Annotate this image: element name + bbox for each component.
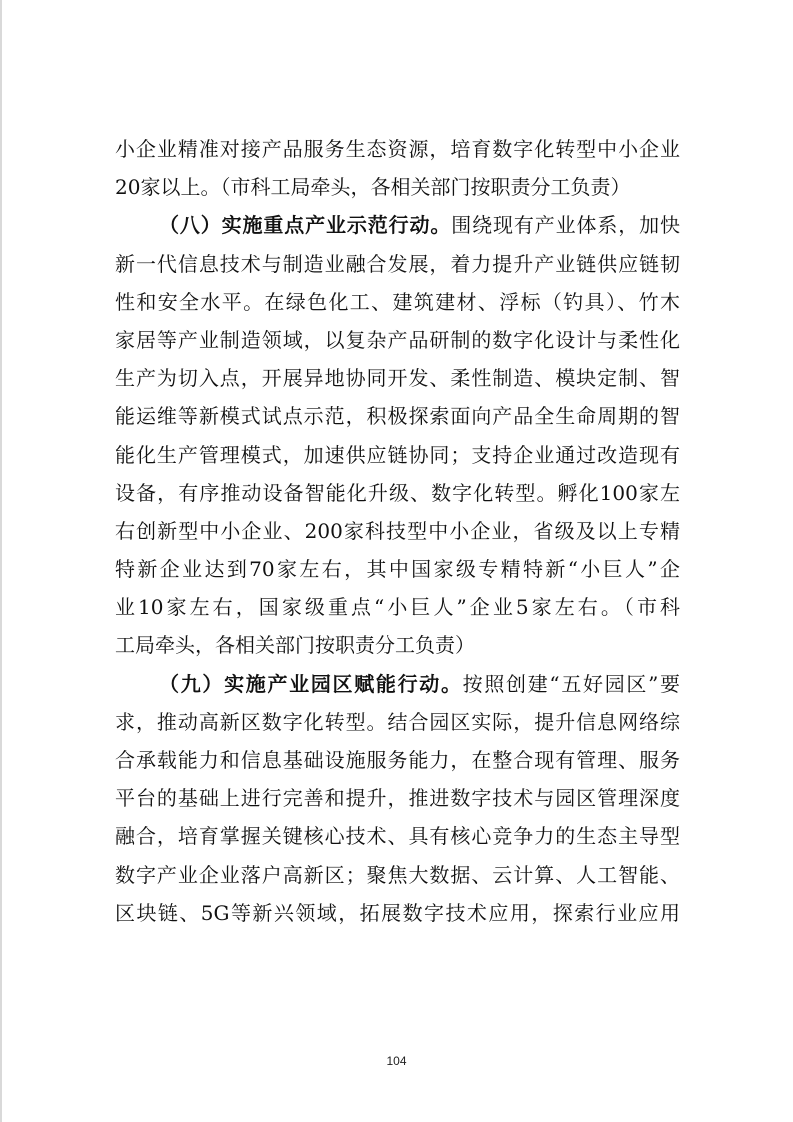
heading-line-text: 按照创建“五好园区”要 [462, 671, 680, 696]
text-line: 业10家左右，国家级重点“小巨人”企业5家左右。（市科 [115, 595, 680, 620]
text-line: 20家以上。（市科工局牵头，各相关部门按职责分工负责） [115, 175, 631, 200]
text-line: 性和安全水平。在绿色化工、建筑建材、浮标（钓具）、竹木 [115, 289, 680, 314]
text-line: 特新企业达到70家左右，其中国家级专精特新“小巨人”企 [115, 557, 680, 582]
text-line: 融合，培育掌握关键核心技术、具有核心竞争力的生态主导型 [115, 824, 680, 849]
text-line: 区块链、5G等新兴领域，拓展数字技术应用，探索行业应用 [115, 900, 680, 925]
text-line: 家居等产业制造领域，以复杂产品研制的数字化设计与柔性化 [115, 327, 680, 352]
section-heading-9: （九）实施产业园区赋能行动。 [159, 671, 463, 696]
document-body [115, 130, 680, 932]
text-line: 右创新型中小企业、200家科技型中小企业，省级及以上专精 [115, 518, 680, 543]
text-line: 工局牵头，各相关部门按职责分工负责） [115, 633, 475, 658]
page-number: 104 [386, 1054, 407, 1068]
text-line: 数字产业企业落户高新区；聚焦大数据、云计算、人工智能、 [115, 862, 680, 887]
text-line: 能运维等新模式试点示范，积极探索面向产品全生命周期的智 [115, 404, 680, 429]
text-line: 求，推动高新区数字化转型。结合园区实际，提升信息网络综 [115, 709, 680, 734]
text-line: 小企业精准对接产品服务生态资源，培育数字化转型中小企业 [115, 137, 680, 161]
text-line: 新一代信息技术与制造业融合发展，着力提升产业链供应链韧 [115, 251, 680, 276]
text-line: 合承载能力和信息基础设施服务能力，在整合现有管理、服务 [115, 748, 680, 772]
text-line: 设备，有序推动设备智能化升级、数字化转型。孵化100家左 [115, 480, 680, 505]
text-line: 平台的基础上进行完善和提升，推进数字技术与园区管理深度 [115, 786, 680, 811]
paragraph-2 [115, 206, 680, 664]
page-edge [0, 0, 2, 1122]
paragraph-1 [115, 130, 680, 206]
paragraph-first-line [115, 206, 680, 244]
heading-line-text: 围绕现有产业体系，加快 [451, 213, 680, 238]
section-heading-8: （八）实施重点产业示范行动。 [159, 213, 452, 238]
text-line: 能化生产管理模式，加速供应链协同；支持企业通过改造现有 [115, 442, 680, 467]
paragraph-3 [115, 665, 680, 932]
text-line: 生产为切入点，开展异地协同开发、柔性制造、模块定制、智 [115, 366, 680, 391]
paragraph-first-line [115, 665, 680, 703]
